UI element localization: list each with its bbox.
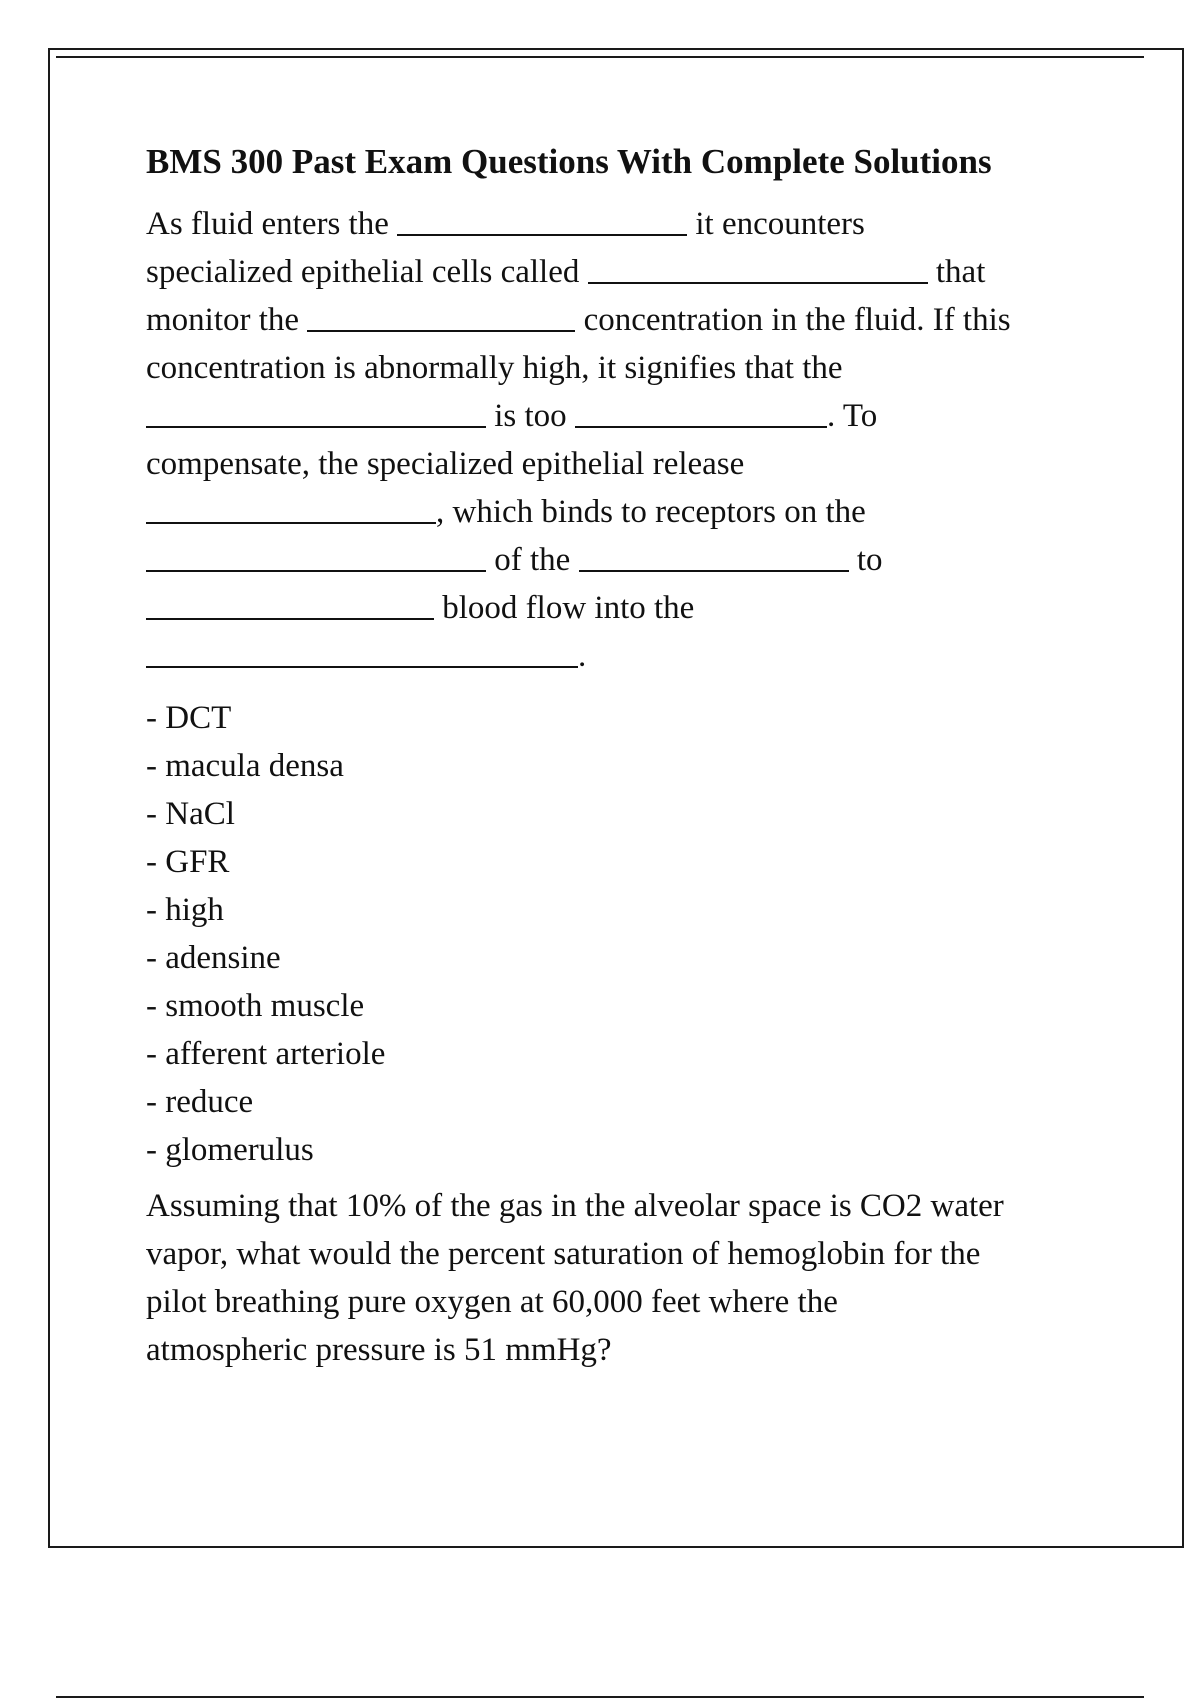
- question-2-line: pilot breathing pure oxygen at 60,000 feet where the: [146, 1284, 838, 1320]
- question-1-line: [146, 488, 1106, 536]
- list-item: - glomerulus: [146, 1132, 314, 1168]
- question-text: of the: [486, 542, 579, 578]
- answer-blank: [146, 538, 486, 572]
- question-1-line: [146, 392, 1106, 440]
- document-content: [146, 140, 1106, 1374]
- question-text: specialized epithelial cells called: [146, 254, 588, 290]
- question-2: [146, 1182, 1106, 1374]
- question-text: concentration in the fluid. If this: [575, 302, 1011, 338]
- answer-blank: [146, 490, 436, 524]
- document-title: BMS 300 Past Exam Questions With Complete Solutions: [146, 142, 992, 181]
- question-text: to: [848, 542, 883, 578]
- question-1: [146, 200, 1106, 680]
- question-text: As fluid enters the: [146, 206, 398, 242]
- question-1-line: [146, 248, 1106, 296]
- question-text: compensate, the specialized epithelial release: [146, 446, 745, 482]
- answer-blank: [397, 202, 687, 236]
- question-text: . To: [826, 398, 878, 434]
- answer-blank: [307, 298, 575, 332]
- list-item: - macula densa: [146, 748, 344, 784]
- question-1-line: [146, 632, 1106, 680]
- question-1-line: [146, 296, 1106, 344]
- question-1-line: [146, 584, 1106, 632]
- question-2-line: atmospheric pressure is 51 mmHg?: [146, 1332, 612, 1368]
- question-text: .: [578, 638, 587, 674]
- question-1-line: [146, 344, 1106, 392]
- question-text: , which binds to receptors on the: [436, 494, 866, 530]
- list-item: - high: [146, 892, 224, 928]
- answer-list: [146, 694, 1106, 1174]
- list-item: - adensine: [146, 940, 281, 976]
- question-1-line: [146, 440, 1106, 488]
- list-item: - DCT: [146, 700, 232, 736]
- answer-blank: [588, 250, 928, 284]
- answer-blank: [575, 394, 827, 428]
- footer-rule: [56, 1696, 1144, 1698]
- list-item: - NaCl: [146, 796, 235, 832]
- answer-blank: [146, 586, 434, 620]
- answer-blank: [579, 538, 849, 572]
- list-item: - afferent arteriole: [146, 1036, 386, 1072]
- answer-blank: [146, 634, 578, 668]
- question-1-line: [146, 200, 1106, 248]
- question-text: blood flow into the: [434, 590, 695, 626]
- question-text: that: [927, 254, 986, 290]
- question-2-line: vapor, what would the percent saturation of hemoglobin for the: [146, 1236, 981, 1272]
- question-text: is too: [486, 398, 575, 434]
- question-2-line: Assuming that 10% of the gas in the alveolar space is CO2 water: [146, 1188, 1004, 1224]
- question-text: it encounters: [687, 206, 865, 242]
- list-item: - GFR: [146, 844, 230, 880]
- answer-blank: [146, 394, 486, 428]
- question-text: monitor the: [146, 302, 308, 338]
- list-item: - smooth muscle: [146, 988, 365, 1024]
- header-rule: [56, 56, 1144, 58]
- list-item: - reduce: [146, 1084, 254, 1120]
- question-text: concentration is abnormally high, it signifies that the: [146, 350, 843, 386]
- question-1-line: [146, 536, 1106, 584]
